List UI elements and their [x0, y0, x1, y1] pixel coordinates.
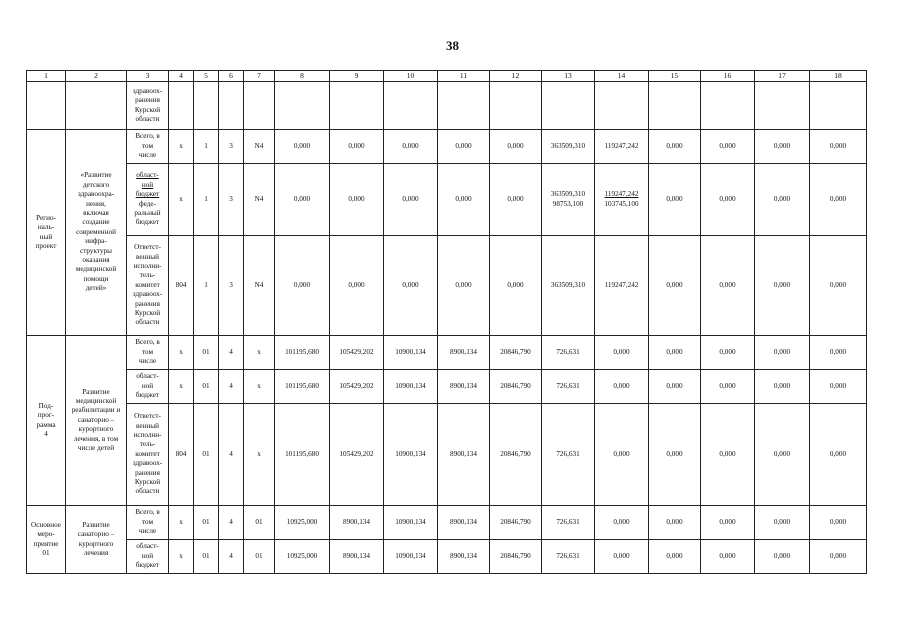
value-cell-col-7: x	[244, 370, 275, 404]
value-cell-col-7: N4	[244, 164, 275, 236]
value-cell-col-11: 0,000	[438, 130, 490, 164]
value-cell-col-13: 726,631	[542, 370, 595, 404]
funding-source: Всего, в том числе	[127, 506, 169, 540]
table-cell	[542, 82, 595, 130]
value-cell-col-8: 101195,680	[275, 336, 330, 370]
table-cell	[649, 82, 701, 130]
value-cell-col-6: 4	[219, 336, 244, 370]
value-cell-col-10: 0,000	[384, 164, 438, 236]
value-cell-col-17: 0,000	[755, 370, 810, 404]
value-cell-col-16: 0,000	[701, 404, 755, 506]
value-cell-col-14: 119247,242	[595, 130, 649, 164]
funding-source: област- ной бюджет феде- ральный бюджет	[127, 164, 169, 236]
value-cell-col-5: 1	[194, 164, 219, 236]
page-number: 38	[446, 38, 459, 53]
value-cell-col-11: 8900,134	[438, 404, 490, 506]
row-group-title: «Развитие детского здравоохра- нения, включая создание современной инфра- структуры оказания медицинской помощи детей»	[66, 130, 127, 336]
value-cell-col-8: 0,000	[275, 130, 330, 164]
value-cell-col-5: 01	[194, 540, 219, 574]
row-group-type: Под- прог- рамма 4	[27, 336, 66, 506]
table-cell	[330, 82, 384, 130]
value-cell-col-9: 105429,202	[330, 404, 384, 506]
value-cell-col-5: 01	[194, 404, 219, 506]
table-cell	[755, 82, 810, 130]
column-header-8: 8	[275, 71, 330, 82]
value-cell-col-17: 0,000	[755, 506, 810, 540]
table-row	[27, 404, 867, 506]
value-cell-col-18: 0,000	[810, 236, 867, 336]
value-cell-col-13: 726,631	[542, 336, 595, 370]
value-cell-col-8: 10925,000	[275, 506, 330, 540]
value-cell-col-5: 01	[194, 336, 219, 370]
value-cell-col-12: 20846,790	[490, 404, 542, 506]
value-cell-col-18: 0,000	[810, 164, 867, 236]
value-cell-col-12: 20846,790	[490, 370, 542, 404]
value-cell-col-4: 804	[169, 404, 194, 506]
funding-source: Всего, в том числе	[127, 130, 169, 164]
table-row	[27, 236, 867, 336]
value-cell-col-10: 10900,134	[384, 336, 438, 370]
funding-source: Всего, в том числе	[127, 336, 169, 370]
value-cell-col-18: 0,000	[810, 540, 867, 574]
value-cell-col-15: 0,000	[649, 164, 701, 236]
table-cell	[490, 82, 542, 130]
column-header-10: 10	[384, 71, 438, 82]
value-cell-col-11: 8900,134	[438, 370, 490, 404]
value-cell-col-6: 4	[219, 370, 244, 404]
value-cell-col-8: 0,000	[275, 236, 330, 336]
column-header-4: 4	[169, 71, 194, 82]
value-cell-col-9: 8900,134	[330, 540, 384, 574]
row-group-title: Развитие санаторно – курортного лечения	[66, 506, 127, 574]
value-cell-col-12: 20846,790	[490, 540, 542, 574]
value-cell-col-16: 0,000	[701, 236, 755, 336]
table-row	[27, 336, 867, 370]
table-cell	[810, 82, 867, 130]
value-cell-col-15: 0,000	[649, 336, 701, 370]
value-cell-col-8: 10925,000	[275, 540, 330, 574]
value-cell-col-11: 8900,134	[438, 336, 490, 370]
value-cell-col-13: 726,631	[542, 540, 595, 574]
value-cell-col-9: 8900,134	[330, 506, 384, 540]
value-cell-col-11: 8900,134	[438, 506, 490, 540]
table-cell	[244, 82, 275, 130]
value-cell-col-12: 0,000	[490, 236, 542, 336]
value-cell-col-9: 0,000	[330, 130, 384, 164]
column-header-2: 2	[66, 71, 127, 82]
value-cell-col-12: 20846,790	[490, 336, 542, 370]
funding-source: Ответст- венный исполни- тель- комитет здравоох- ранения Курской области	[127, 404, 169, 506]
value-cell-col-8: 101195,680	[275, 370, 330, 404]
value-cell-col-13: 363509,310 98753,100	[542, 164, 595, 236]
value-cell-col-15: 0,000	[649, 404, 701, 506]
table-cell	[438, 82, 490, 130]
value-cell-col-6: 4	[219, 506, 244, 540]
value-cell-col-10: 0,000	[384, 236, 438, 336]
value-cell-col-4: x	[169, 336, 194, 370]
value-cell-col-14: 0,000	[595, 370, 649, 404]
table-cell: здравоох- ранения Курской области	[127, 82, 169, 130]
value-cell-col-12: 0,000	[490, 130, 542, 164]
value-cell-col-11: 8900,134	[438, 540, 490, 574]
table-cell	[27, 82, 66, 130]
value-cell-col-9: 105429,202	[330, 336, 384, 370]
value-cell-col-16: 0,000	[701, 130, 755, 164]
value-cell-col-10: 10900,134	[384, 540, 438, 574]
value-cell-col-18: 0,000	[810, 336, 867, 370]
value-cell-col-14: 0,000	[595, 404, 649, 506]
value-cell-col-4: x	[169, 370, 194, 404]
value-cell-col-7: 01	[244, 506, 275, 540]
column-header-7: 7	[244, 71, 275, 82]
value-cell-col-7: 01	[244, 540, 275, 574]
table-cell	[219, 82, 244, 130]
value-cell-col-13: 726,631	[542, 506, 595, 540]
column-header-5: 5	[194, 71, 219, 82]
value-cell-col-10: 0,000	[384, 130, 438, 164]
value-cell-col-13: 363509,310	[542, 130, 595, 164]
value-cell-col-14: 0,000	[595, 540, 649, 574]
value-cell-col-4: 804	[169, 236, 194, 336]
value-cell-col-16: 0,000	[701, 506, 755, 540]
table-cell	[194, 82, 219, 130]
value-cell-col-6: 4	[219, 540, 244, 574]
value-cell-col-8: 101195,680	[275, 404, 330, 506]
value-cell-col-11: 0,000	[438, 236, 490, 336]
value-cell-col-7: N4	[244, 236, 275, 336]
table-row	[27, 130, 867, 164]
column-header-17: 17	[755, 71, 810, 82]
column-header-16: 16	[701, 71, 755, 82]
value-cell-col-7: x	[244, 336, 275, 370]
column-header-12: 12	[490, 71, 542, 82]
value-cell-col-11: 0,000	[438, 164, 490, 236]
value-cell-col-13: 363509,310	[542, 236, 595, 336]
row-group-type: Основное меро- приятие 01	[27, 506, 66, 574]
table-row	[27, 540, 867, 574]
value-cell-col-15: 0,000	[649, 236, 701, 336]
table-cell	[169, 82, 194, 130]
table-cell	[384, 82, 438, 130]
value-cell-col-14: 119247,242	[595, 236, 649, 336]
value-cell-col-14: 0,000	[595, 506, 649, 540]
value-cell-col-9: 0,000	[330, 164, 384, 236]
value-cell-col-4: x	[169, 540, 194, 574]
value-cell-col-10: 10900,134	[384, 370, 438, 404]
value-cell-col-6: 3	[219, 164, 244, 236]
value-cell-col-7: x	[244, 404, 275, 506]
value-cell-col-16: 0,000	[701, 370, 755, 404]
value-cell-col-12: 0,000	[490, 164, 542, 236]
column-header-13: 13	[542, 71, 595, 82]
value-cell-col-15: 0,000	[649, 540, 701, 574]
value-cell-col-17: 0,000	[755, 540, 810, 574]
value-cell-col-8: 0,000	[275, 164, 330, 236]
table-row	[27, 370, 867, 404]
value-cell-col-6: 4	[219, 404, 244, 506]
value-cell-col-5: 1	[194, 130, 219, 164]
value-cell-col-14: 119247,242 103745,100	[595, 164, 649, 236]
column-header-3: 3	[127, 71, 169, 82]
budget-table	[26, 70, 867, 574]
funding-source: Ответст- венный исполни- тель- комитет здравоох- ранения Курской области	[127, 236, 169, 336]
table-row	[27, 82, 867, 130]
table-cell	[701, 82, 755, 130]
value-cell-col-5: 1	[194, 236, 219, 336]
value-cell-col-18: 0,000	[810, 130, 867, 164]
column-header-1: 1	[27, 71, 66, 82]
funding-source: област- ной бюджет	[127, 370, 169, 404]
header-row	[27, 71, 867, 82]
value-cell-col-5: 01	[194, 506, 219, 540]
column-header-18: 18	[810, 71, 867, 82]
column-header-15: 15	[649, 71, 701, 82]
value-cell-col-16: 0,000	[701, 164, 755, 236]
value-cell-col-6: 3	[219, 236, 244, 336]
column-header-11: 11	[438, 71, 490, 82]
value-cell-col-10: 10900,134	[384, 404, 438, 506]
value-cell-col-16: 0,000	[701, 336, 755, 370]
value-cell-col-5: 01	[194, 370, 219, 404]
value-cell-col-17: 0,000	[755, 130, 810, 164]
table-cell	[66, 82, 127, 130]
value-cell-col-4: x	[169, 506, 194, 540]
column-header-14: 14	[595, 71, 649, 82]
value-cell-col-9: 105429,202	[330, 370, 384, 404]
value-cell-col-12: 20846,790	[490, 506, 542, 540]
table-cell	[595, 82, 649, 130]
value-cell-col-16: 0,000	[701, 540, 755, 574]
value-cell-col-6: 3	[219, 130, 244, 164]
funding-source: област- ной бюджет	[127, 540, 169, 574]
value-cell-col-17: 0,000	[755, 236, 810, 336]
row-group-type: Регио- наль- ный проект	[27, 130, 66, 336]
value-cell-col-7: N4	[244, 130, 275, 164]
value-cell-col-18: 0,000	[810, 506, 867, 540]
value-cell-col-15: 0,000	[649, 370, 701, 404]
value-cell-col-17: 0,000	[755, 164, 810, 236]
value-cell-col-10: 10900,134	[384, 506, 438, 540]
value-cell-col-9: 0,000	[330, 236, 384, 336]
value-cell-col-15: 0,000	[649, 130, 701, 164]
table-row	[27, 506, 867, 540]
value-cell-col-14: 0,000	[595, 336, 649, 370]
value-cell-col-18: 0,000	[810, 404, 867, 506]
column-header-9: 9	[330, 71, 384, 82]
value-cell-col-18: 0,000	[810, 370, 867, 404]
value-cell-col-17: 0,000	[755, 404, 810, 506]
value-cell-col-4: x	[169, 164, 194, 236]
table-row	[27, 164, 867, 236]
row-group-title: Развитие медицинской реабилитации и санаторно – курортного лечения, в том числе детей	[66, 336, 127, 506]
value-cell-col-4: x	[169, 130, 194, 164]
column-header-6: 6	[219, 71, 244, 82]
value-cell-col-13: 726,631	[542, 404, 595, 506]
value-cell-col-17: 0,000	[755, 336, 810, 370]
table-cell	[275, 82, 330, 130]
value-cell-col-15: 0,000	[649, 506, 701, 540]
